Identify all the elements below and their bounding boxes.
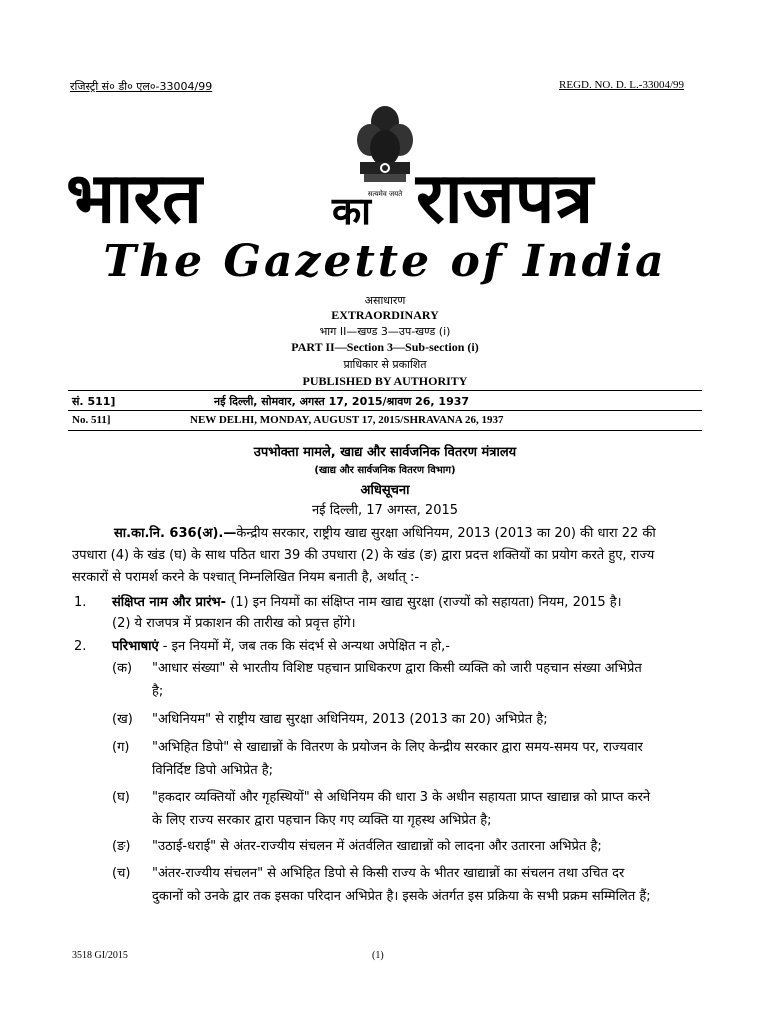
rule-2-heading: परिभाषाएं	[112, 639, 159, 654]
masthead-hindi-ka: का	[332, 189, 372, 233]
rule-1-subrule-2: (2) ये राजपत्र में प्रकाशन की तारीख को प्रवृत्त होंगे।	[112, 616, 356, 631]
authority-english: PUBLISHED BY AUTHORITY	[302, 374, 468, 388]
header-rule-bottom	[68, 430, 702, 431]
def-line: "अभिहित डिपो" से खाद्यान्नों के वितरण के प्रयोजन के लिए केन्द्रीय सरकार द्वारा समय-समय पर, राज्यवार	[152, 740, 643, 755]
extraordinary-label: EXTRAORDINARY	[331, 308, 439, 322]
def-line: "अंतर-राज्यीय संचलन" से अभिहित डिपो से किसी राज्य के भीतर खाद्यान्नों का संचलन तथा उचित दर	[152, 866, 625, 881]
registration-hindi: रजिस्ट्री सं० डी० एल०-33004/99	[70, 80, 213, 93]
issue-date-english: NEW DELHI, MONDAY, AUGUST 17, 2015/SHRAVANA 26, 1937	[190, 414, 504, 426]
def-label: (च)	[112, 866, 131, 881]
emblem-motto: सत्यमेव जयते	[367, 190, 403, 198]
issue-date-hindi: नई दिल्ली, सोमवार, अगस्त 17, 2015/श्रावण 26, 1937	[214, 395, 470, 408]
gsr-number: सा.का.नि. 636(अ).—	[114, 526, 237, 541]
def-label: (क)	[112, 661, 133, 676]
def-label: (ङ)	[112, 839, 131, 854]
registration-english: REGD. NO. D. L.-33004/99	[559, 79, 684, 91]
def-line: "अधिनियम" से राष्ट्रीय खाद्य सुरक्षा अधिनियम, 2013 (2013 का 20) अभिप्रेत है;	[152, 712, 548, 727]
def-line: विनिर्दिष्ट डिपो अभिप्रेत है;	[152, 763, 274, 778]
header-rule-mid	[68, 410, 702, 411]
part-hindi: भाग II—खण्ड 3—उप-खण्ड (i)	[319, 325, 451, 338]
def-label: (ख)	[112, 712, 133, 727]
issue-number-english: No. 511]	[72, 414, 111, 426]
masthead-hindi-rajpatra: राजपत्र	[416, 157, 594, 239]
preamble-text-1: केन्द्रीय सरकार, राष्ट्रीय खाद्य सुरक्षा अधिनियम, 2013 (2013 का 20) की धारा 22 की	[236, 526, 656, 541]
def-line: के लिए राज्य सरकार द्वारा पहचान किए गए व्यक्ति या गृहस्थ अभिप्रेत है;	[152, 813, 492, 828]
authority-hindi: प्राधिकार से प्रकाशित	[343, 358, 427, 371]
rule-2-text: - इन नियमों में, जब तक कि संदर्भ से अन्यथा अपेक्षित न हो,-	[158, 639, 450, 654]
footer-code: 3518 GI/2015	[72, 950, 128, 961]
part-english: PART II—Section 3—Sub-section (i)	[291, 340, 479, 354]
notice-place-date: नई दिल्ली, 17 अगस्त, 2015	[311, 503, 459, 518]
asadharan-label: असाधारण	[364, 294, 406, 307]
masthead-hindi-bharat: भारत	[66, 157, 202, 239]
rule-1-number: 1.	[74, 595, 87, 610]
department-name: (खाद्य और सार्वजनिक वितरण विभाग)	[314, 465, 456, 476]
page-number: (1)	[372, 950, 384, 961]
preamble-line-2: उपधारा (4) के खंड (घ) के साथ पठित धारा 39 की उपधारा (2) के खंड (ङ) द्वारा प्रदत्त शक्तियों का प्रयोग करते हुए, राज्य	[72, 548, 655, 563]
def-label: (ग)	[112, 740, 130, 755]
ministry-name: उपभोक्ता मामले, खाद्य और सार्वजनिक वितरण मंत्रालय	[253, 445, 517, 460]
def-line: दुकानों को उनके द्वार तक इसका परिदान अभिप्रेत है। इसके अंतर्गत इस प्रक्रिया के सभी प्रक्रम सम्मिलित हैं;	[152, 889, 651, 904]
issue-number-hindi: सं. 511]	[72, 395, 116, 408]
rule-1-heading: संक्षिप्त नाम और प्रारंभ-	[112, 595, 227, 610]
preamble-line-3: सरकारों से परामर्श करने के पश्चात् निम्नलिखित नियम बनाती है, अर्थात् :-	[72, 570, 420, 585]
def-line: है;	[152, 684, 164, 699]
def-line: "आधार संख्या" से भारतीय विशिष्ट पहचान प्राधिकरण द्वारा किसी व्यक्ति को जारी पहचान संख्या अभिप्रेत	[152, 661, 642, 676]
notice-title: अधिसूचना	[360, 483, 410, 498]
def-label: (घ)	[112, 790, 130, 805]
def-line: "उठाई-धराई" से अंतर-राज्यीय संचलन में अंतर्वलित खाद्यान्नों को लादना और उतारना अभिप्रेत है;	[152, 839, 602, 854]
rule-1-text: (1) इन नियमों का संक्षिप्त नाम खाद्य सुरक्षा (राज्यों को सहायता) नियम, 2015 है।	[226, 595, 622, 610]
masthead-english: The Gazette of India	[103, 236, 667, 287]
rule-2-number: 2.	[74, 639, 87, 654]
header-rule-top	[68, 390, 702, 391]
def-line: "हकदार व्यक्तियों और गृहस्थियों" से अधिनियम की धारा 3 के अधीन सहायता प्राप्त खाद्यान्न को प्राप्त करने	[152, 790, 651, 805]
